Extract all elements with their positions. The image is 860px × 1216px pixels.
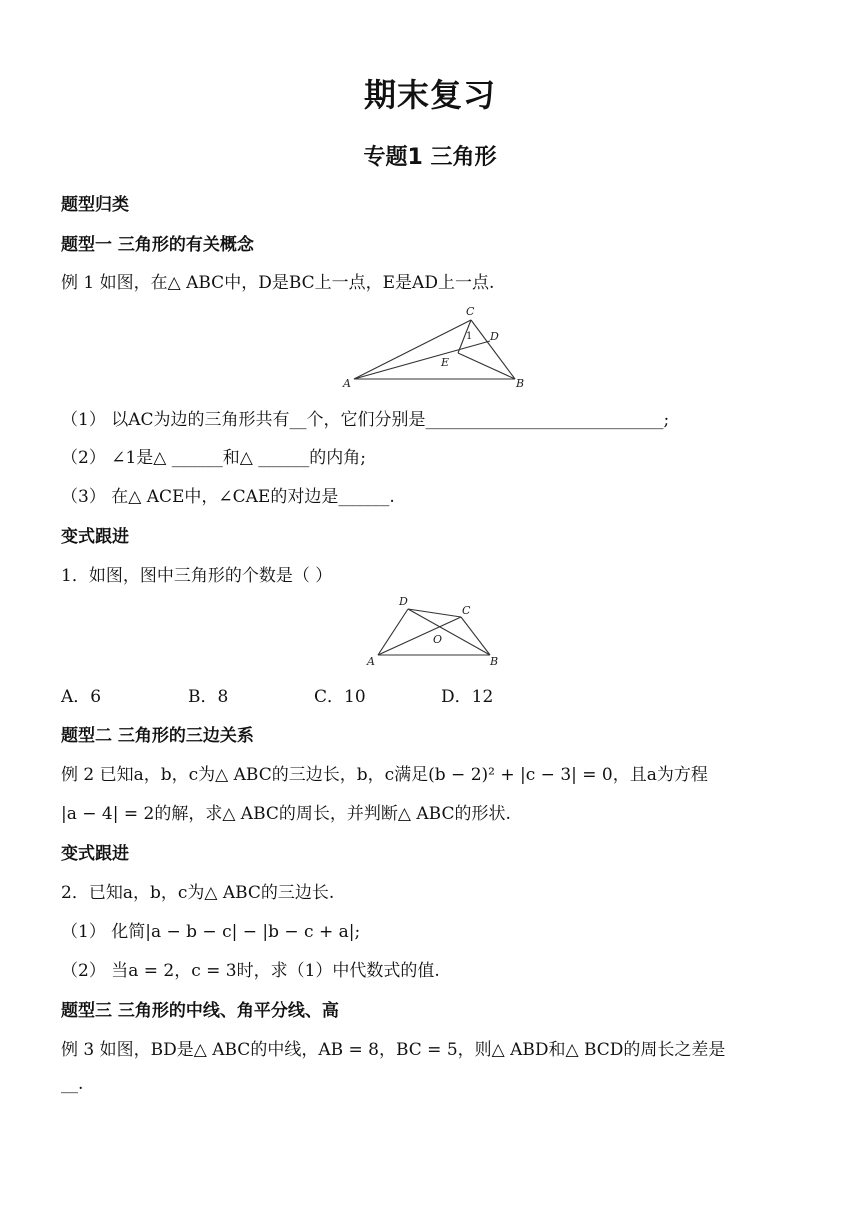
triangle-figure-1 [340,303,530,391]
example1-q2: （2） ∠1是△ ______和△ ______的内角; [61,448,366,468]
fig1-label-b: B [516,377,525,390]
example1-text: 例 1 如图，在△ ABC中，D是BC上一点，E是AD上一点. [61,273,495,293]
variant2-q1: （1） 化简|a − b − c| − |b − c + a|; [61,922,361,942]
fig1-label-c: C [466,305,475,318]
fig1-label-e: E [441,356,450,369]
variant2-question: 2．已知a，b，c为△ ABC的三边长. [61,883,335,903]
quadrilateral-figure [363,593,503,669]
type2-heading: 题型二 三角形的三边关系 [61,726,254,746]
type3-heading: 题型三 三角形的中线、角平分线、高 [61,1001,339,1021]
variant1-question: 1．如图，图中三角形的个数是（ ） [61,566,333,586]
page-title: 期末复习 [363,76,496,114]
fig1-label-a: A [343,377,351,390]
example3-line2: __. [61,1074,84,1094]
example3-line1: 例 3 如图，BD是△ ABC的中线，AB = 8，BC = 5，则△ ABD和△ BCD的周长之差是 [61,1040,726,1060]
variant2-heading: 变式跟进 [61,844,129,864]
type1-heading: 题型一 三角形的有关概念 [61,235,254,255]
fig1-label-d: D [490,330,499,343]
fig2-label-o: O [433,633,443,646]
option-d: D．12 [441,687,494,707]
variant1-heading: 变式跟进 [61,527,129,547]
fig1-label-angle1: 1 [466,331,473,342]
variant2-q2: （2） 当a = 2，c = 3时，求（1）中代数式的值. [61,961,440,981]
fig2-label-a: A [367,655,375,668]
fig2-label-b: B [490,655,499,668]
example1-q1: （1） 以AC为边的三角形共有__个，它们分别是____________________________; [61,410,670,430]
option-c: C．10 [314,687,366,707]
section-classify-heading: 题型归类 [61,195,129,215]
example1-q3: （3） 在△ ACE中，∠CAE的对边是______. [61,487,395,507]
page-subtitle: 专题1 三角形 [363,145,497,170]
example2-line1: 例 2 已知a，b，c为△ ABC的三边长，b，c满足(b − 2)² + |c − 3| = 0，且a为方程 [61,765,708,785]
option-a: A．6 [61,687,102,707]
fig2-label-c: C [462,604,471,617]
fig2-label-d: D [399,595,408,608]
option-b: B．8 [188,687,229,707]
example2-line2: |a − 4| = 2的解，求△ ABC的周长，并判断△ ABC的形状. [61,804,511,824]
